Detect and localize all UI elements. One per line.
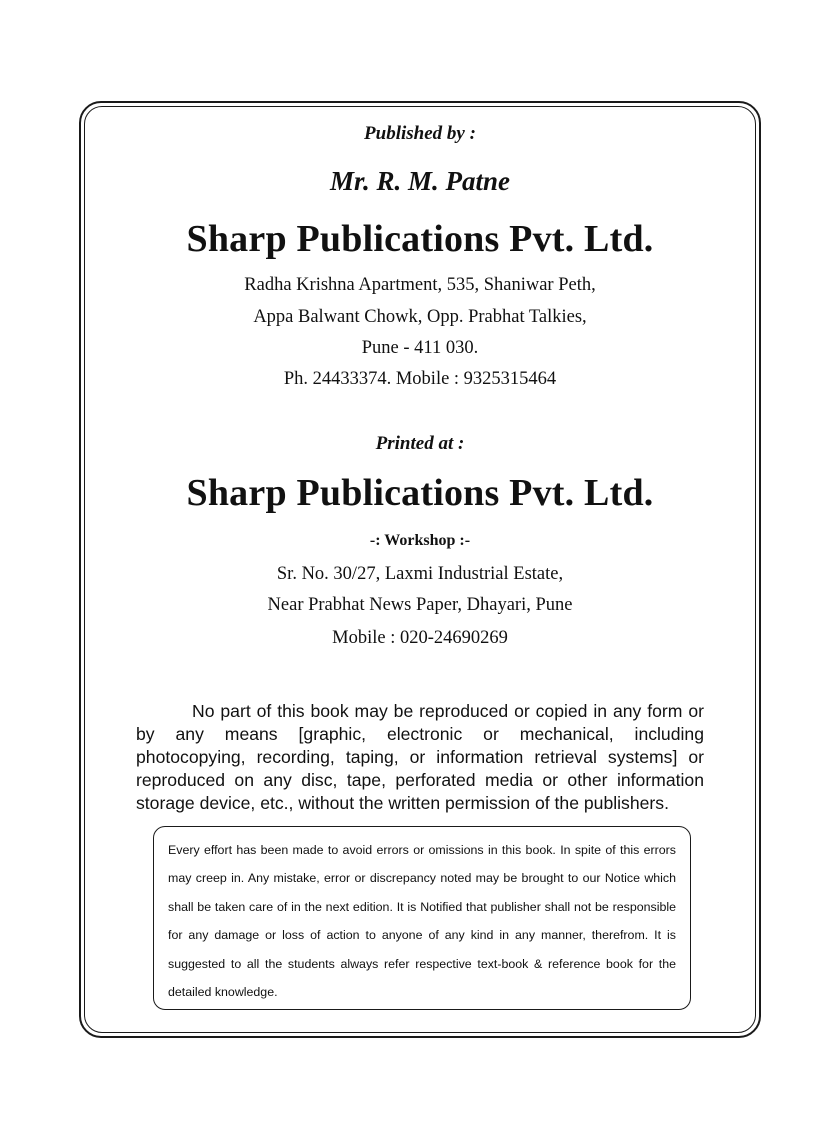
printer-mobile-line: Mobile : 020-24690269 bbox=[332, 628, 508, 648]
printed-at-label: Printed at : bbox=[375, 433, 465, 454]
publisher-person-name: Mr. R. M. Patne bbox=[329, 166, 511, 196]
publisher-contact-line: Ph. 24433374. Mobile : 9325315464 bbox=[283, 369, 557, 389]
disclaimer-text: Every effort has been made to avoid errors or omissions in this book. In spite of this errors may creep in. Any mistake, error or discrepancy noted may be brought to our Notice which shall be taken care of in the next edition. It is Notified that publisher shall not be responsible for any damage or loss of action to anyone of any kind in any manner, therefrom. It is suggested to all the students always refer respective text-book & reference book for the detailed knowledge. bbox=[168, 843, 676, 1000]
workshop-label: -: Workshop :- bbox=[369, 532, 471, 549]
publisher-company-name: Sharp Publications Pvt. Ltd. bbox=[186, 218, 654, 260]
printer-address-line-2: Near Prabhat News Paper, Dhayari, Pune bbox=[267, 595, 573, 615]
published-by-label: Published by : bbox=[364, 123, 476, 144]
disclaimer-box bbox=[153, 826, 691, 1010]
publisher-address-line-2: Appa Balwant Chowk, Opp. Prabhat Talkies, bbox=[253, 307, 587, 327]
copyright-notice: No part of this book may be reproduced or copied in any form or by any means [graphic, electronic or mechanical, including photocopying, recording, taping, or information retrieval systems] or reproduced on any disc, tape, perforated media or other information storage device, etc., without the written permission of the publishers. bbox=[136, 701, 704, 813]
publisher-address-line-1: Radha Krishna Apartment, 535, Shaniwar Peth, bbox=[244, 275, 596, 295]
printer-address-line-1: Sr. No. 30/27, Laxmi Industrial Estate, bbox=[276, 564, 564, 584]
printer-company-name: Sharp Publications Pvt. Ltd. bbox=[186, 472, 654, 514]
publisher-address-line-3: Pune - 411 030. bbox=[361, 338, 479, 358]
